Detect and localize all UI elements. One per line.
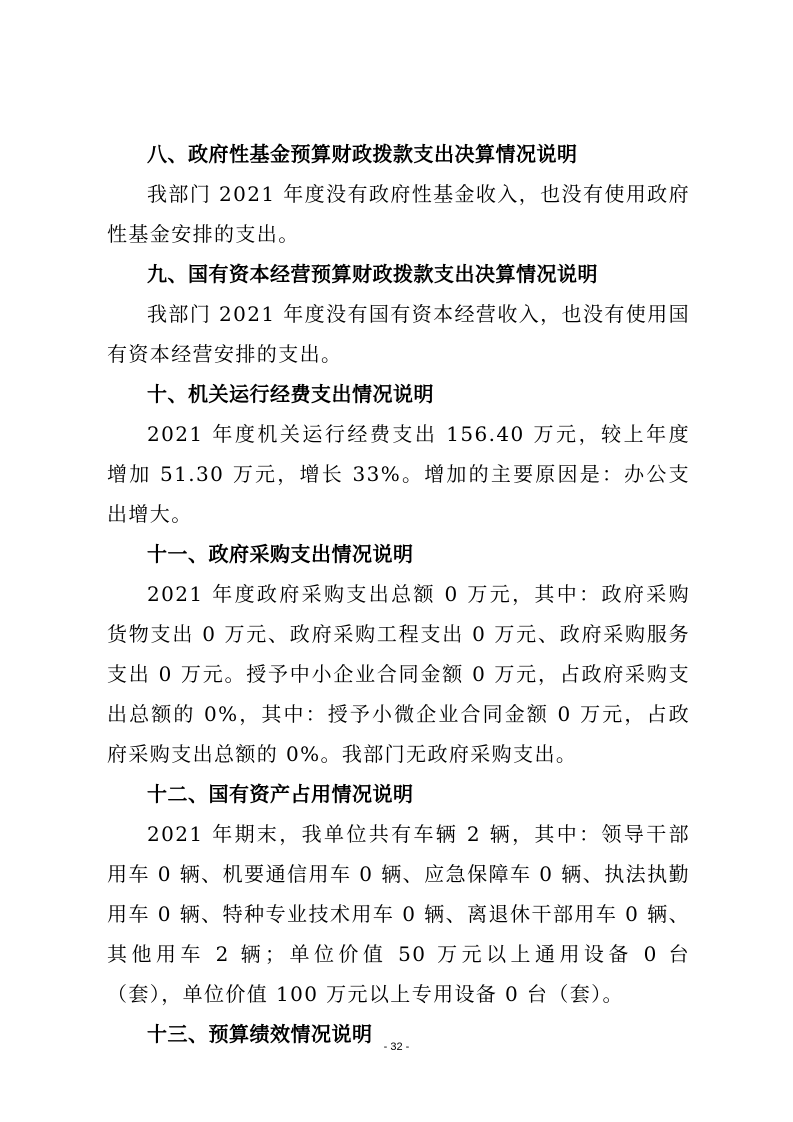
section-paragraph-8: 我部门 2021 年度没有政府性基金收入，也没有使用政府性基金安排的支出。 bbox=[107, 182, 690, 246]
document-body bbox=[107, 134, 690, 1054]
section-paragraph-10: 2021 年度机关运行经费支出 156.40 万元，较上年度增加 51.30 万元，增长 33%。增加的主要原因是：办公支出增大。 bbox=[107, 422, 690, 526]
section-paragraph-11: 2021 年度政府采购支出总额 0 万元，其中：政府采购货物支出 0 万元、政府采购工程支出 0 万元、政府采购服务支出 0 万元。授予中小企业合同金额 0 万元，占政府采购支出总额的 0%，其中：授予小微企业合同金额 0 万元，占政府采购支出总额的 0%。我部门无政府采购支出。 bbox=[107, 582, 690, 766]
section-heading-8: 八、政府性基金预算财政拨款支出决算情况说明 bbox=[147, 142, 578, 166]
page-number: - 32 - bbox=[383, 1041, 410, 1053]
section-heading-9: 九、国有资本经营预算财政拨款支出决算情况说明 bbox=[147, 262, 598, 286]
section-paragraph-12: 2021 年期末，我单位共有车辆 2 辆，其中：领导干部用车 0 辆、机要通信用车 0 辆、应急保障车 0 辆、执法执勤用车 0 辆、特种专业技术用车 0 辆、离退休干部用车 0 辆、其他用车 2 辆；单位价值 50 万元以上通用设备 0 台（套），单位价值 100 万元以上专用设备 0 台（套）。 bbox=[107, 822, 690, 1006]
section-heading-12: 十二、国有资产占用情况说明 bbox=[147, 782, 414, 806]
section-heading-13: 十三、预算绩效情况说明 bbox=[147, 1022, 373, 1046]
section-heading-11: 十一、政府采购支出情况说明 bbox=[147, 542, 414, 566]
section-paragraph-9: 我部门 2021 年度没有国有资本经营收入，也没有使用国有资本经营安排的支出。 bbox=[107, 302, 690, 366]
section-heading-10: 十、机关运行经费支出情况说明 bbox=[147, 382, 434, 406]
